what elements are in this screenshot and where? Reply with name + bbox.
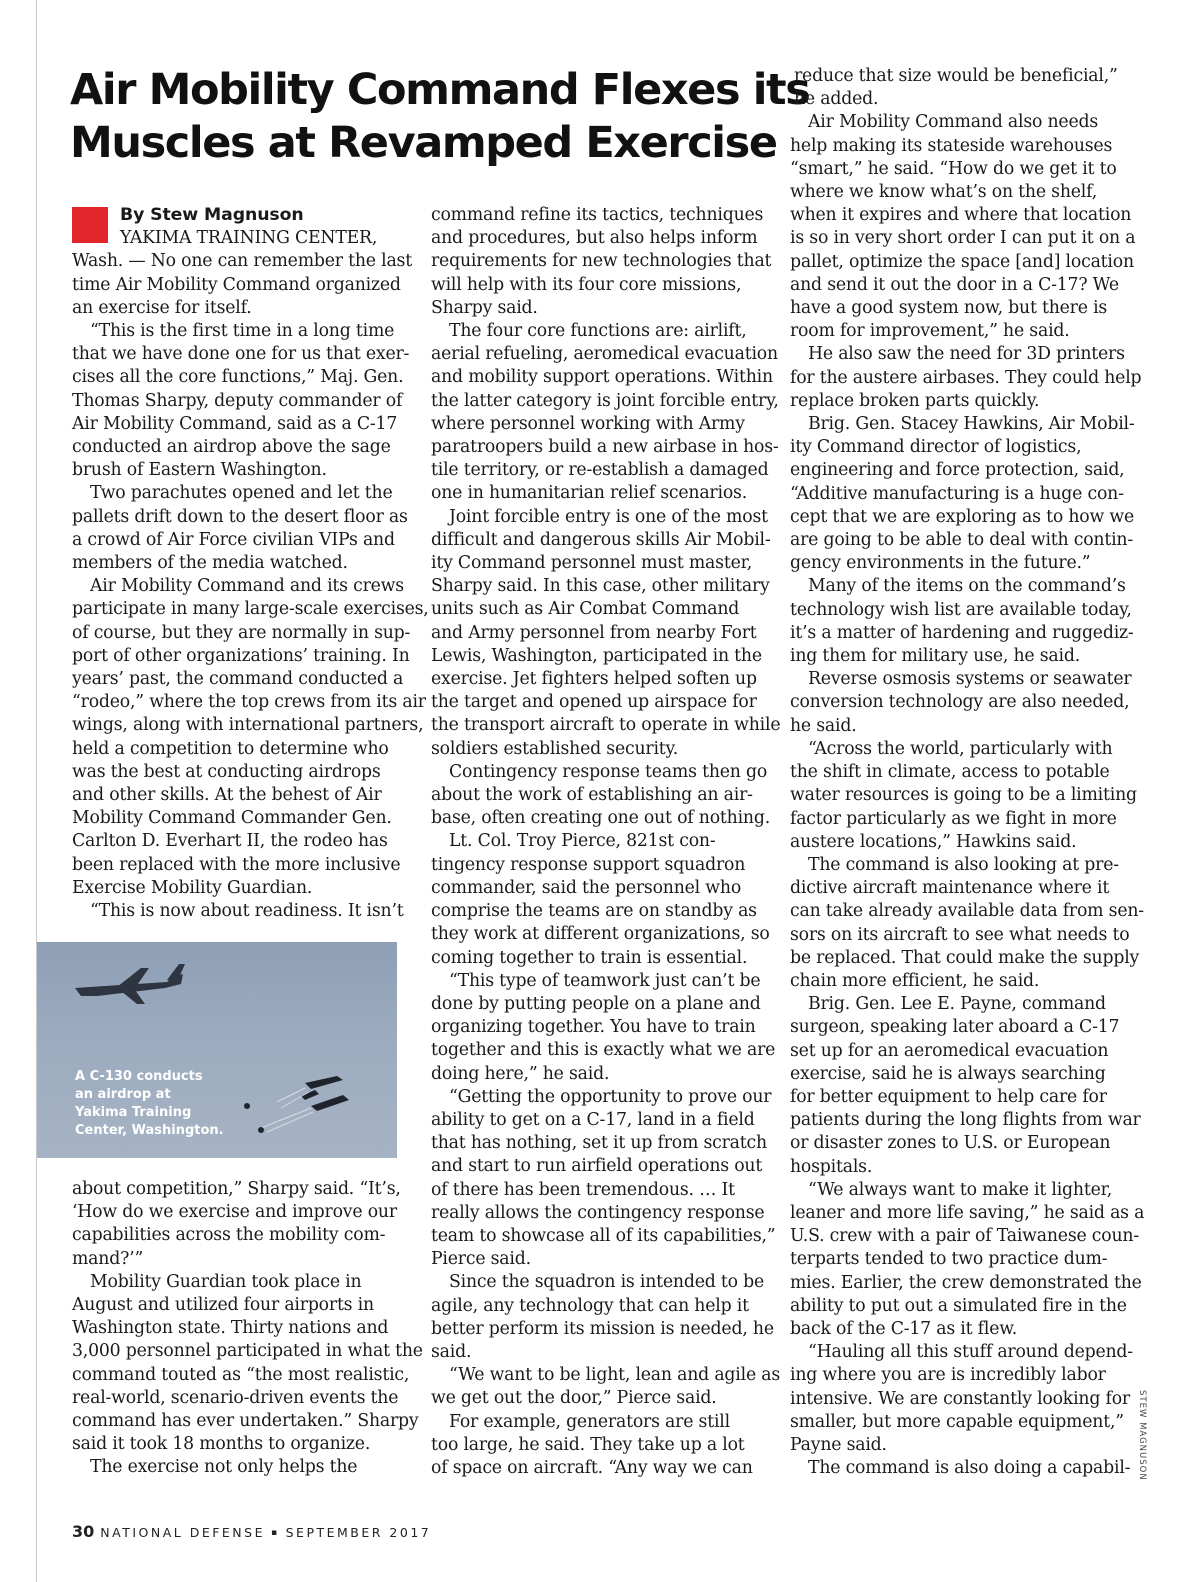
text-line: The exercise not only helps the [90, 1457, 358, 1478]
text-line: engineering and force protection, said, [790, 460, 1125, 481]
headline-line-1: Air Mobility Command Flexes its [70, 65, 810, 115]
text-line: tile territory, or re-establish a damaged [431, 460, 769, 481]
text-line: a crowd of Air Force civilian VIPs and [72, 529, 395, 550]
text-line: about the work of establishing an air- [431, 785, 753, 806]
text-line: we get out the door,” Pierce said. [431, 1388, 717, 1409]
headline-line-2: Muscles at Revamped Exercise [70, 118, 777, 168]
text-line: gency environments in the future.” [790, 553, 1091, 574]
text-line: Lt. Col. Troy Pierce, 821st con- [449, 831, 716, 852]
text-line: coming together to train is essential. [431, 947, 748, 968]
text-line: August and utilized four airports in [72, 1295, 374, 1316]
text-line: Mobility Command Commander Gen. [72, 808, 392, 829]
text-line: room for improvement,” he said. [790, 321, 1070, 342]
article-paragraph [431, 1271, 774, 1364]
text-line: he said. [790, 715, 857, 736]
text-line: chain more efficient, he said. [790, 970, 1040, 991]
text-line: capabilities across the mobility com- [72, 1225, 386, 1246]
text-line: Two parachutes opened and let the [90, 483, 393, 504]
text-line: ability to get on a C-17, land in a field [431, 1109, 755, 1130]
text-line: “Hauling all this stuff around depend- [808, 1342, 1133, 1363]
article-paragraph [790, 1457, 1135, 1480]
text-line: conducted an airdrop above the sage [72, 437, 391, 458]
text-line: will help with its four core missions, [431, 274, 742, 295]
text-line: where we know what’s on the shelf, [790, 182, 1098, 203]
text-line: “Getting the opportunity to prove our [449, 1086, 772, 1107]
text-line: hospitals. [790, 1156, 873, 1177]
article-headline [70, 64, 810, 170]
text-line: are going to be able to deal with contin- [790, 530, 1133, 551]
text-line: “We always want to make it lighter, [808, 1179, 1113, 1200]
article-paragraph [790, 65, 1135, 111]
text-line: Exercise Mobility Guardian. [72, 877, 313, 898]
byline: By Stew Magnuson [120, 205, 304, 225]
text-line: Pierce said. [431, 1249, 531, 1270]
text-line: paratroopers build a new airbase in hos- [431, 437, 779, 458]
text-line: better perform its mission is needed, he [431, 1318, 774, 1339]
article-paragraph [431, 970, 776, 1086]
text-line: “We want to be light, lean and agile as [449, 1365, 781, 1386]
text-line: that we have done one for us that exer- [72, 344, 410, 365]
text-line: Carlton D. Everhart II, the rodeo has [72, 831, 388, 852]
text-line: agile, any technology that can help it [431, 1295, 749, 1316]
article-paragraph [790, 993, 1141, 1179]
text-line: of course, but they are normally in sup- [72, 622, 411, 643]
text-line: set up for an aeromedical evacuation [790, 1040, 1109, 1061]
text-line: He also saw the need for 3D printers [808, 344, 1125, 365]
text-line: reduce that size would be beneficial,” [794, 66, 1118, 86]
text-line: said. [431, 1341, 472, 1362]
text-line: exercise. Jet fighters helped soften up [431, 669, 757, 690]
text-line: the transport aircraft to operate in while [431, 715, 781, 736]
text-line: 3,000 personnel participated in what the [72, 1341, 423, 1362]
text-line: austere locations,” Hawkins said. [790, 831, 1077, 852]
text-line: water resources is going to be a limiting [790, 785, 1137, 806]
text-line: can take already available data from sen- [790, 901, 1144, 922]
text-line: he added. [794, 89, 879, 110]
article-paragraph [431, 506, 781, 761]
article-paragraph [431, 320, 779, 506]
article-paragraph [72, 1271, 423, 1457]
text-line: intensive. We are constantly looking for [790, 1388, 1130, 1409]
text-line: have a good system now, but there is [790, 298, 1108, 319]
article-paragraph [431, 761, 771, 831]
text-line: of space on aircraft. “Any way we can [431, 1457, 753, 1478]
text-line: wings, along with international partners, [72, 715, 424, 736]
text-line: ing them for military use, he said. [790, 646, 1080, 667]
text-line: For example, generators are still [449, 1411, 730, 1432]
text-line: The four core functions are: airlift, [449, 321, 747, 342]
text-line: help making its stateside warehouses [790, 135, 1113, 156]
text-line: mand?’” [72, 1248, 144, 1269]
text-line: command refine its tactics, techniques [431, 205, 764, 225]
text-line: cept that we are exploring as to how we [790, 506, 1135, 527]
text-line: “smart,” he said. “How do we get it to [790, 158, 1117, 179]
text-line: Air Mobility Command, said as a C-17 [72, 413, 398, 434]
column-1-upper-text [72, 227, 429, 923]
issue-date: SEPTEMBER 2017 [285, 1525, 432, 1540]
text-line: The command is also looking at pre- [808, 854, 1119, 875]
article-paragraph [431, 1086, 776, 1272]
text-line: “This is now about readiness. It isn’t [90, 901, 404, 922]
photo-caption: A C-130 conducts an airdrop at Yakima Training Center, Washington. [75, 1069, 224, 1138]
text-line: the shift in climate, access to potable [790, 762, 1110, 783]
c130-aircraft-icon [75, 964, 185, 1004]
article-paragraph [790, 668, 1135, 738]
text-line: about competition,” Sharpy said. “It’s, [72, 1179, 401, 1199]
article-column-1 [72, 204, 429, 923]
text-line: where personnel working with Army [431, 413, 745, 434]
text-line: the target and opened up airspace for [431, 692, 757, 713]
text-line: ity Command director of logistics, [790, 437, 1082, 458]
text-line: smaller, but more capable equipment,” [790, 1411, 1124, 1432]
text-line: “Additive manufacturing is a huge con- [790, 483, 1124, 504]
article-paragraph [72, 900, 402, 923]
text-line: for the austere airbases. They could help [790, 367, 1142, 388]
text-line: ity Command personnel must master, [431, 553, 753, 574]
text-line: Reverse osmosis systems or seawater [808, 669, 1132, 690]
text-line: Joint forcible entry is one of the most [449, 506, 768, 527]
text-line: Thomas Sharpy, deputy commander of [72, 390, 403, 411]
text-line: Payne said. [790, 1434, 887, 1455]
article-paragraph [431, 830, 771, 969]
text-line: terparts tended to two practice dum- [790, 1249, 1108, 1270]
photo-credit: STEW MAGNUSON [1137, 1390, 1147, 1481]
text-line: Air Mobility Command and its crews [90, 576, 404, 597]
text-line: Washington state. Thirty nations and [72, 1318, 389, 1339]
text-line: sors on its aircraft to see what needs to [790, 924, 1130, 945]
article-paragraph [72, 320, 410, 482]
article-column-1-lower [72, 1178, 423, 1480]
text-line: command touted as “the most realistic, [72, 1364, 410, 1385]
text-line: the latter category is joint forcible entry, [431, 390, 779, 411]
text-line: base, often creating one out of nothing. [431, 808, 771, 829]
article-paragraph [790, 343, 1142, 413]
text-line: and procedures, but also helps inform [431, 228, 758, 249]
text-line: years’ past, the command conducted a [72, 669, 404, 690]
text-line: Brig. Gen. Lee E. Payne, command [808, 994, 1106, 1015]
text-line: The command is also doing a capabil- [808, 1458, 1131, 1479]
text-line: Air Mobility Command also needs [808, 112, 1099, 133]
text-line: commander, said the personnel who [431, 877, 742, 898]
footer-separator: ▪ [271, 1528, 280, 1538]
text-line: Mobility Guardian took place in [90, 1271, 362, 1292]
article-paragraph [72, 482, 408, 575]
text-line: time Air Mobility Command organized [72, 274, 401, 295]
text-line: or disaster zones to U.S. or European [790, 1133, 1111, 1154]
article-paragraph [790, 738, 1135, 854]
article-paragraph [431, 1364, 781, 1410]
publication-name: NATIONAL DEFENSE [100, 1525, 265, 1540]
text-line: Sharpy said. [431, 297, 538, 318]
article-paragraph [72, 575, 429, 900]
text-line: brush of Eastern Washington. [72, 460, 327, 481]
article-paragraph [790, 1341, 1135, 1457]
text-line: “rodeo,” where the top crews from its air [72, 692, 426, 713]
article-paragraph [431, 1411, 771, 1481]
text-line: they work at different organizations, so [431, 924, 770, 945]
text-line: Wash. — No one can remember the last [72, 251, 412, 272]
text-line: ‘How do we exercise and improve our [72, 1202, 397, 1223]
text-line: “This is the first time in a long time [90, 321, 395, 342]
text-line: replace broken parts quickly. [790, 390, 1040, 411]
c130-airdrop-photo [37, 942, 397, 1158]
text-line: and Army personnel from nearby Fort [431, 622, 757, 643]
text-line: mies. Earlier, the crew demonstrated the [790, 1272, 1142, 1293]
text-line: factor particularly as we fight in more [790, 808, 1117, 829]
text-line: command has ever undertaken.” Sharpy [72, 1411, 419, 1432]
text-line: members of the media watched. [72, 553, 348, 574]
text-line: Many of the items on the command’s [808, 576, 1126, 597]
text-line: is so in very short order I can put it on a [790, 228, 1136, 249]
text-line: pallet, optimize the space [and] location [790, 251, 1134, 272]
text-line: “This type of teamwork just can’t be [449, 970, 761, 991]
article-paragraph [790, 111, 1135, 343]
text-line: pallets drift down to the desert floor as [72, 506, 408, 527]
text-line: Lewis, Washington, participated in the [431, 645, 762, 666]
text-line: been replaced with the more inclusive [72, 854, 401, 875]
page-margin-rule [36, 0, 37, 1582]
text-line: cises all the core functions,” Maj. Gen. [72, 367, 404, 388]
text-line: “Across the world, particularly with [808, 738, 1113, 759]
text-line: surgeon, speaking later aboard a C-17 [790, 1017, 1120, 1038]
airdrop-pallet-icon [301, 1076, 349, 1111]
text-line: conversion technology are also needed, [790, 692, 1130, 713]
text-line: aerial refueling, aeromedical evacuation [431, 344, 778, 365]
text-line: technology wish list are available today, [790, 599, 1132, 620]
text-line: be replaced. That could make the supply [790, 947, 1140, 968]
text-line: participate in many large-scale exercises, [72, 599, 429, 620]
article-column-2 [431, 204, 781, 1480]
text-line: U.S. crew with a pair of Taiwanese coun- [790, 1226, 1139, 1247]
text-line: and other skills. At the behest of Air [72, 785, 382, 806]
page-number: 30 [72, 1522, 95, 1541]
article-paragraph [431, 204, 771, 320]
page-footer [72, 1522, 431, 1541]
text-line: tingency response support squadron [431, 854, 746, 875]
text-line: one in humanitarian relief scenarios. [431, 483, 747, 504]
text-line: exercise, said he is always searching [790, 1063, 1106, 1084]
text-line: dictive aircraft maintenance where it [790, 878, 1110, 899]
text-line: it’s a matter of hardening and ruggediz- [790, 622, 1134, 643]
text-line: soldiers established security. [431, 738, 679, 759]
text-line: doing here,” he said. [431, 1063, 610, 1084]
text-line: ing where you are is incredibly labor [790, 1365, 1106, 1386]
text-line: difficult and dangerous skills Air Mobil- [431, 529, 771, 550]
text-line: really allows the contingency response [431, 1202, 765, 1223]
text-line: done by putting people on a plane and [431, 993, 761, 1014]
text-line: port of other organizations’ training. In [72, 645, 410, 666]
text-line: team to showcase all of its capabilities,” [431, 1225, 776, 1246]
text-line: when it expires and where that location [790, 205, 1132, 226]
article-paragraph [790, 575, 1135, 668]
text-line: too large, he said. They take up a lot [431, 1434, 745, 1455]
text-line: Brig. Gen. Stacey Hawkins, Air Mobil- [808, 414, 1135, 435]
text-line: comprise the teams are on standby as [431, 901, 757, 922]
text-line: of there has been tremendous. … It [431, 1179, 735, 1200]
text-line: back of the C-17 as it flew. [790, 1318, 1018, 1339]
text-line: requirements for new technologies that [431, 251, 772, 272]
text-line: Sharpy said. In this case, other military [431, 576, 770, 597]
article-paragraph [790, 413, 1135, 575]
article-paragraph [72, 1178, 402, 1271]
text-line: together and this is exactly what we are [431, 1040, 776, 1061]
text-line: units such as Air Combat Command [431, 599, 740, 620]
text-line: Since the squadron is intended to be [449, 1272, 765, 1293]
article-paragraph [790, 854, 1144, 993]
text-line: YAKIMA TRAINING CENTER, [120, 228, 378, 249]
article-paragraph [72, 1456, 402, 1479]
text-line: held a competition to determine who [72, 738, 389, 759]
text-line: and start to run airfield operations out [431, 1156, 763, 1177]
text-line: patients during the long flights from war [790, 1110, 1141, 1131]
text-line: that has nothing, set it up from scratch [431, 1133, 767, 1154]
text-line: was the best at conducting airdrops [72, 761, 381, 782]
text-line: ability to put out a simulated fire in the [790, 1295, 1127, 1316]
text-line: for better equipment to help care for [790, 1086, 1107, 1107]
text-line: an exercise for itself. [72, 297, 252, 318]
text-line: organizing together. You have to train [431, 1017, 756, 1038]
text-line: said it took 18 months to organize. [72, 1434, 371, 1455]
article-paragraph [72, 227, 412, 320]
text-line: and mobility support operations. Within [431, 367, 773, 388]
text-line: Contingency response teams then go [449, 761, 768, 782]
text-line: real-world, scenario-driven events the [72, 1387, 399, 1408]
text-line: and send it out the door in a C-17? We [790, 274, 1119, 295]
article-paragraph [790, 1179, 1145, 1341]
text-line: leaner and more life saving,” he said as a [790, 1202, 1145, 1223]
